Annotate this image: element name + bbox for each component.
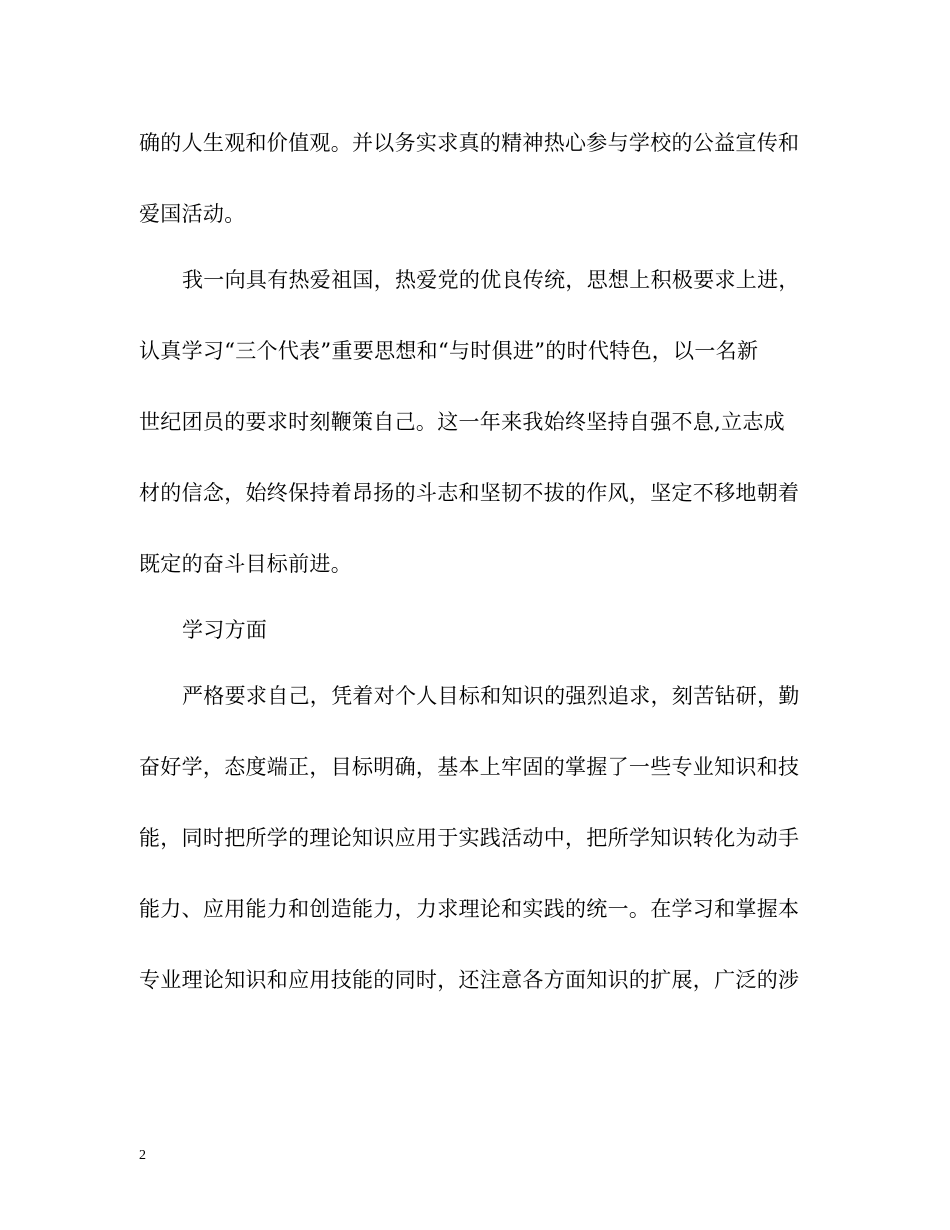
page-number: 2 [139, 1148, 146, 1163]
text-line: 能，同时把所学的理论知识应用于实践活动中，把所学知识转化为动手 [139, 826, 800, 850]
text-line: 专业理论知识和应用技能的同时，还注意各方面知识的扩展，广泛的涉 [139, 968, 800, 992]
text-line: 世纪团员的要求时刻鞭策自己。这一年来我始终坚持自强不息,立志成 [139, 410, 785, 434]
text-line: 既定的奋斗目标前进。 [139, 552, 352, 576]
text-line: 能力、应用能力和创造能力，力求理论和实践的统一。在学习和掌握本 [139, 897, 800, 921]
text-line: 材的信念，始终保持着昂扬的斗志和坚韧不拔的作风，坚定不移地朝着 [139, 481, 800, 505]
text-line: 爱国活动。 [139, 202, 246, 226]
paragraph-start-line: 我一向具有热爱祖国，热爱党的优良传统，思想上积极要求上进， [182, 268, 800, 292]
section-heading: 学习方面 [182, 618, 268, 642]
text-line: 确的人生观和价值观。并以务实求真的精神热心参与学校的公益宣传和 [139, 131, 800, 155]
paragraph-start-line: 严格要求自己，凭着对个人目标和知识的强烈追求，刻苦钻研，勤 [182, 684, 800, 708]
text-line: 认真学习“三个代表”重要思想和“与时俱进”的时代特色，以一名新 [139, 339, 759, 363]
text-line: 奋好学，态度端正，目标明确，基本上牢固的掌握了一些专业知识和技 [139, 755, 800, 779]
